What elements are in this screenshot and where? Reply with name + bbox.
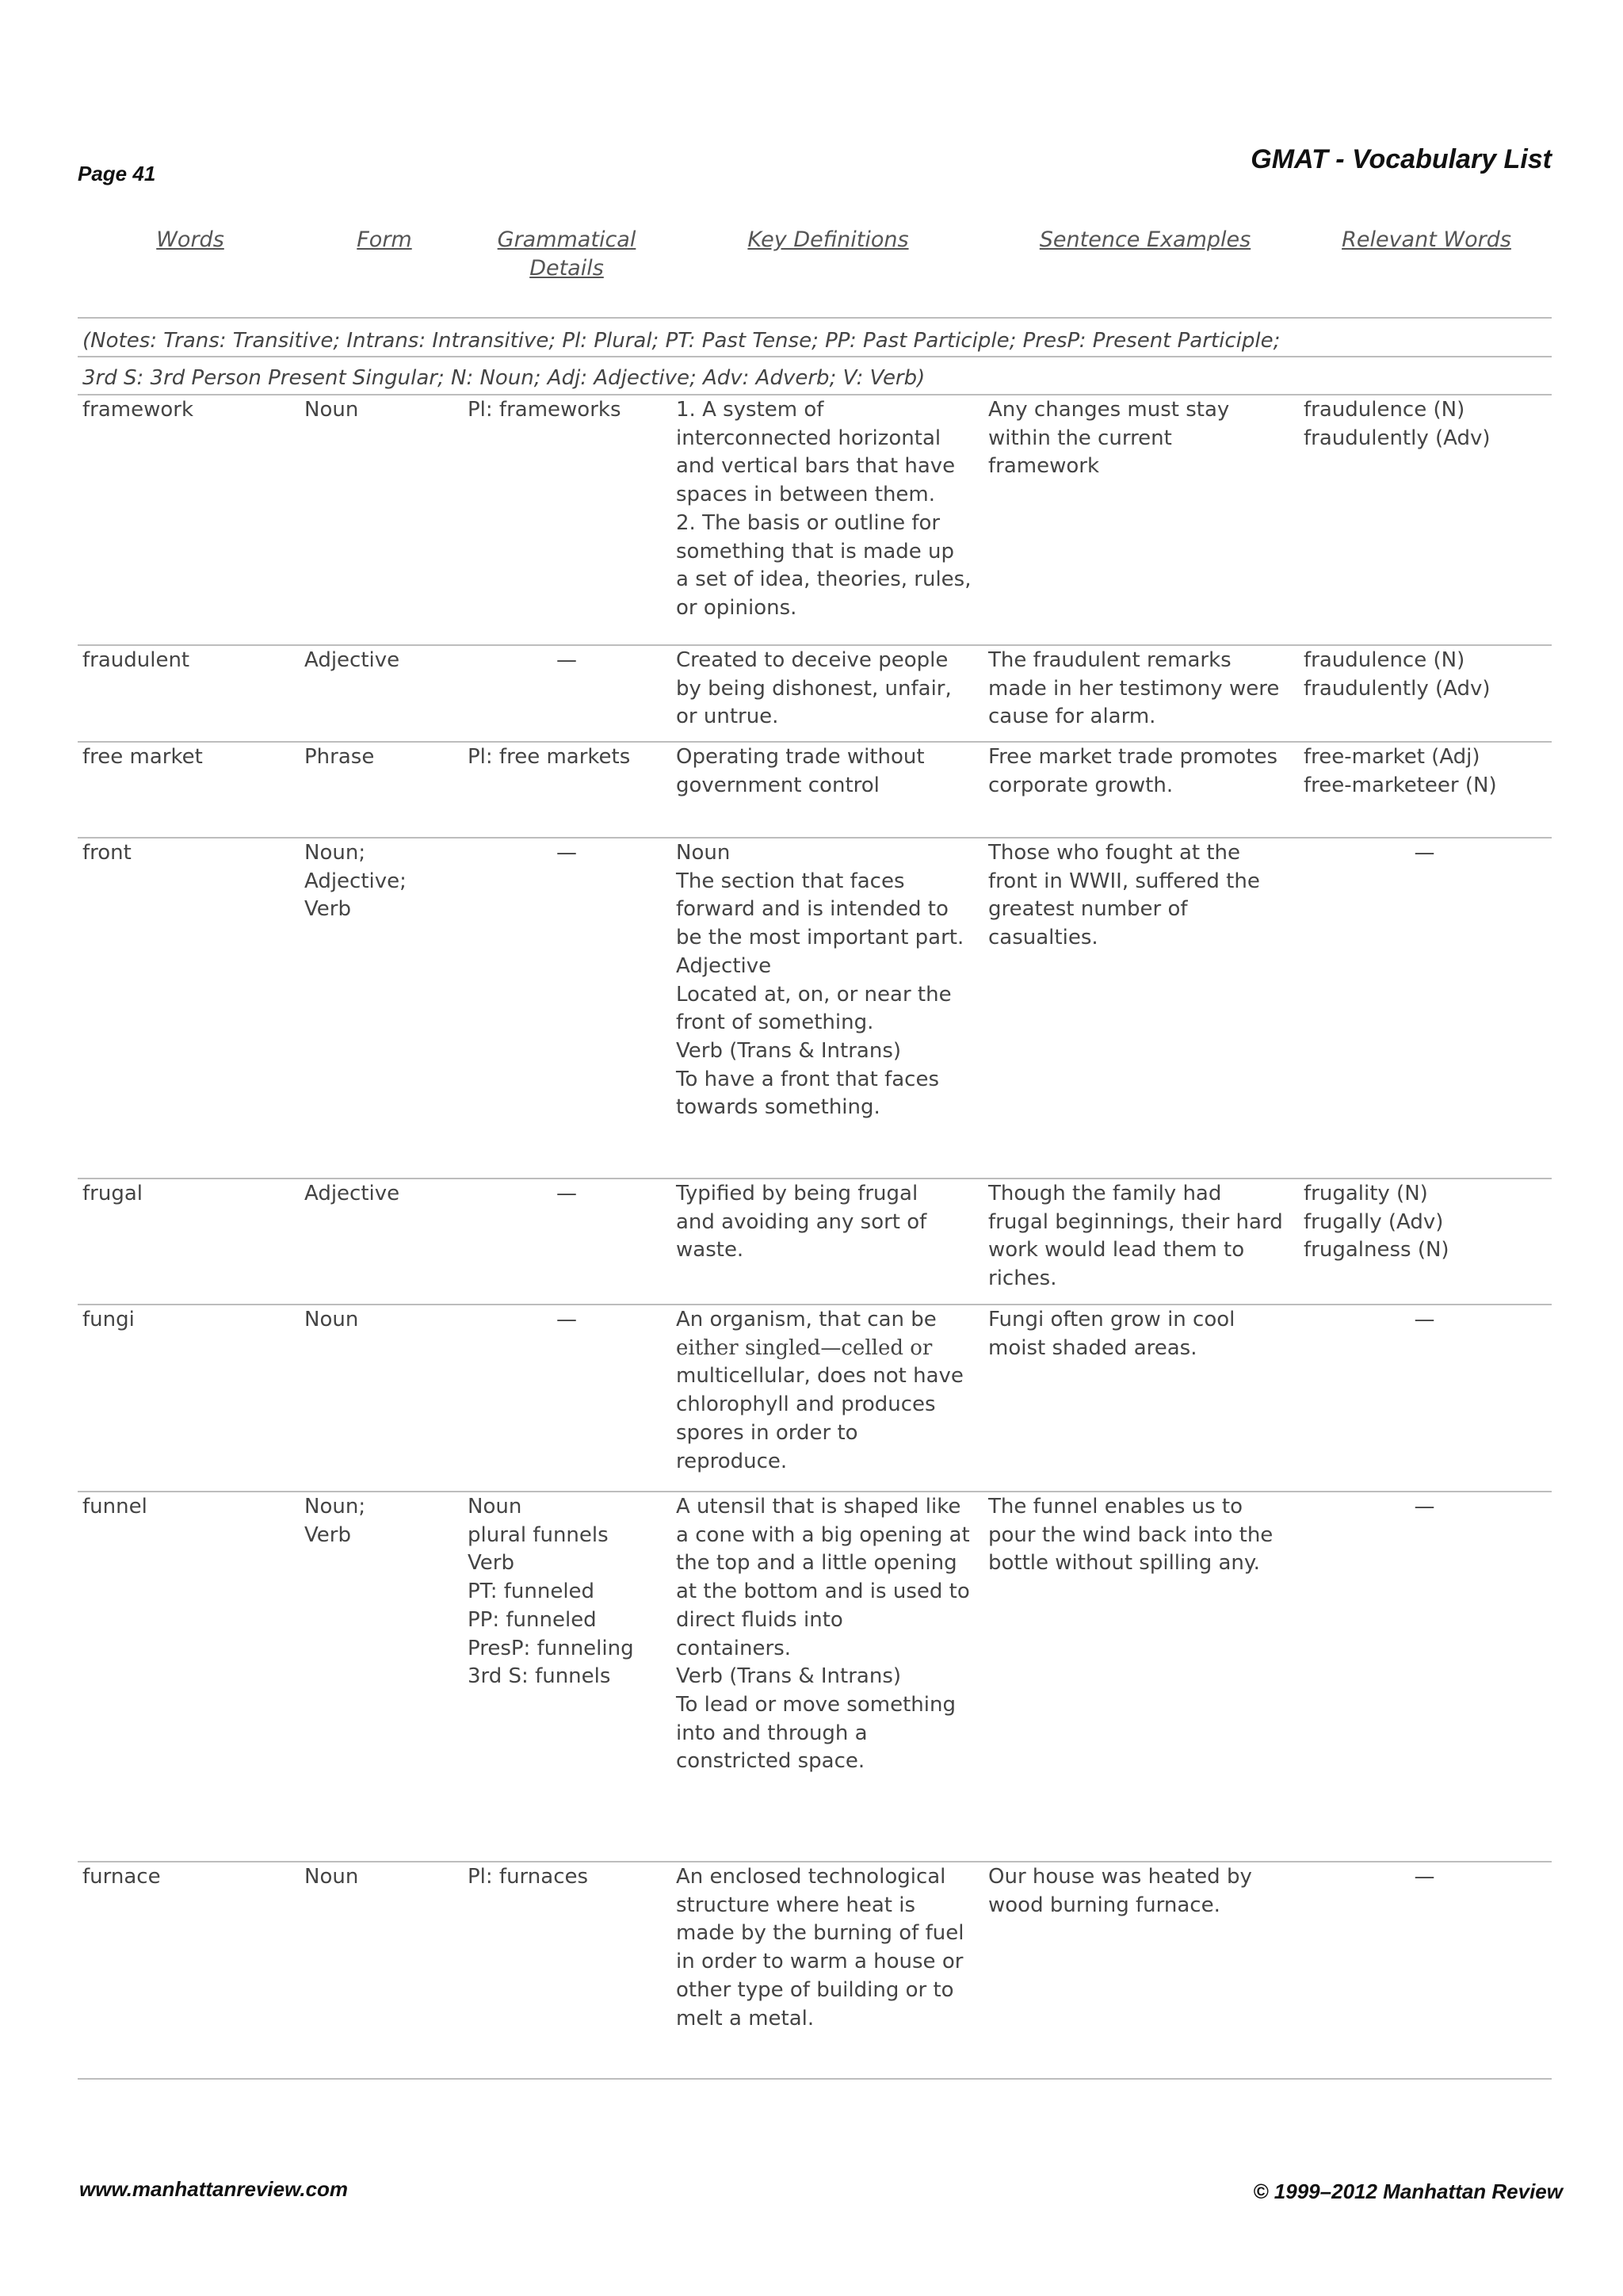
entry-word: front	[82, 841, 132, 865]
entry-example: The funnel enables us to pour the wind back into the bottle without spilling any.	[988, 1495, 1274, 1576]
footer-copyright: © 1999–2012 Manhattan Review	[1253, 2179, 1563, 2203]
entry-grammatical: Pl: furnaces	[468, 1865, 589, 1889]
entry-relevant-words: free-market (Adj) free-marketeer (N)	[1304, 745, 1497, 797]
entry-form: Noun; Adjective; Verb	[304, 841, 407, 922]
divider	[78, 356, 1552, 357]
entry-word: funnel	[82, 1495, 147, 1519]
entry-definition: Typified by being frugal and avoiding any sort of waste.	[676, 1182, 927, 1263]
entry-word: fungi	[82, 1308, 135, 1331]
entry-example: The fraudulent remarks made in her testimony were cause for alarm.	[988, 648, 1280, 729]
definition-line: An organism, that can be	[676, 1308, 937, 1331]
column-header-examples: Sentence Examples	[1039, 227, 1251, 252]
entry-relevant-words: —	[1414, 841, 1435, 865]
entry-definition: Created to deceive people by being dishonest, unfair, or untrue.	[676, 648, 952, 729]
entry-word: furnace	[82, 1865, 161, 1889]
entry-example: Any changes must stay within the current framework	[988, 398, 1230, 479]
entry-definition: Operating trade without government control	[676, 745, 925, 797]
entry-word: free market	[82, 745, 203, 769]
document-title: GMAT - Vocabulary List	[1251, 144, 1552, 174]
entry-example: Our house was heated by wood burning furnace.	[988, 1865, 1252, 1917]
entry-example: Though the family had frugal beginnings, their hard work would lead them to riches.	[988, 1182, 1283, 1291]
entry-form: Adjective	[304, 648, 400, 672]
column-header-relevant: Relevant Words	[1342, 227, 1511, 252]
entry-grammatical: —	[556, 648, 577, 672]
divider	[78, 2078, 1552, 2080]
definition-line: multicellular, does not have chlorophyll and produces spores in order to reproduce.	[676, 1364, 964, 1473]
entry-word: framework	[82, 398, 194, 422]
footer-website: www.manhattanreview.com	[79, 2177, 349, 2201]
entry-grammatical: —	[556, 841, 577, 865]
divider	[78, 1304, 1552, 1305]
entry-example: Those who fought at the front in WWII, suffered the greatest number of casualties.	[988, 841, 1260, 950]
definition-line: either singled—celled or	[676, 1335, 933, 1360]
entry-relevant-words: frugality (N) frugally (Adv) frugalness (N)	[1304, 1182, 1449, 1263]
column-header-grammatical: Grammatical Details	[497, 227, 636, 281]
notes-line-2: 3rd S: 3rd Person Present Singular; N: Noun; Adj: Adjective; Adv: Adverb; V: Verb)	[82, 366, 926, 390]
divider	[78, 644, 1552, 646]
entry-grammatical: —	[556, 1182, 577, 1205]
column-header-definitions: Key Definitions	[747, 227, 909, 252]
entry-relevant-words: —	[1414, 1495, 1435, 1519]
entry-example: Fungi often grow in cool moist shaded areas.	[988, 1308, 1235, 1360]
entry-form: Noun; Verb	[304, 1495, 366, 1547]
entry-definition: 1. A system of interconnected horizontal and vertical bars that have spaces in between them. 2. The basis or outline for something that is made up a set of idea, theories, rules, or opinions.	[676, 398, 972, 620]
entry-form: Noun	[304, 1308, 359, 1331]
entry-form: Noun	[304, 1865, 359, 1889]
entry-example: Free market trade promotes corporate growth.	[988, 745, 1278, 797]
entry-definition: Noun The section that faces forward and is intended to be the most important part. Adjective Located at, on, or near the front of something. Verb (Trans & Intrans) To have a front that faces towards something.	[676, 841, 964, 1120]
entry-grammatical: Noun plural funnels Verb PT: funneled PP: funneled PresP: funneling 3rd S: funnels	[468, 1495, 634, 1689]
entry-grammatical: —	[556, 1308, 577, 1331]
notes-line-1: (Notes: Trans: Transitive; Intrans: Intransitive; Pl: Plural; PT: Past Tense; PP: Past Participle; PresP: Present Participle;	[82, 329, 1281, 353]
entry-form: Noun	[304, 398, 359, 422]
entry-form: Adjective	[304, 1182, 400, 1205]
entry-relevant-words: fraudulence (N) fraudulently (Adv)	[1304, 648, 1491, 701]
entry-word: frugal	[82, 1182, 143, 1205]
entry-definition	[676, 1306, 985, 1476]
entry-definition: An enclosed technological structure where heat is made by the burning of fuel in order to warm a house or other type of building or to melt a metal.	[676, 1865, 964, 2030]
divider	[78, 741, 1552, 743]
divider	[78, 394, 1552, 395]
entry-word: fraudulent	[82, 648, 190, 672]
entry-relevant-words: —	[1414, 1308, 1435, 1331]
divider	[78, 1178, 1552, 1179]
divider	[78, 1491, 1552, 1492]
table-header	[0, 226, 1623, 289]
entry-grammatical: Pl: free markets	[468, 745, 631, 769]
column-header-form: Form	[357, 227, 412, 252]
entry-form: Phrase	[304, 745, 375, 769]
entry-definition: A utensil that is shaped like a cone with a big opening at the top and a little opening at the bottom and is used to direct fluids into containers. Verb (Trans & Intrans) To lead or move something into and through a constricted space.	[676, 1495, 970, 1774]
page-number: Page 41	[78, 162, 156, 185]
divider	[78, 317, 1552, 319]
entry-grammatical: Pl: frameworks	[468, 398, 621, 422]
entry-relevant-words: —	[1414, 1865, 1435, 1889]
column-header-words: Words	[156, 227, 224, 252]
divider	[78, 837, 1552, 839]
entry-relevant-words: fraudulence (N) fraudulently (Adv)	[1304, 398, 1491, 450]
divider	[78, 1861, 1552, 1862]
